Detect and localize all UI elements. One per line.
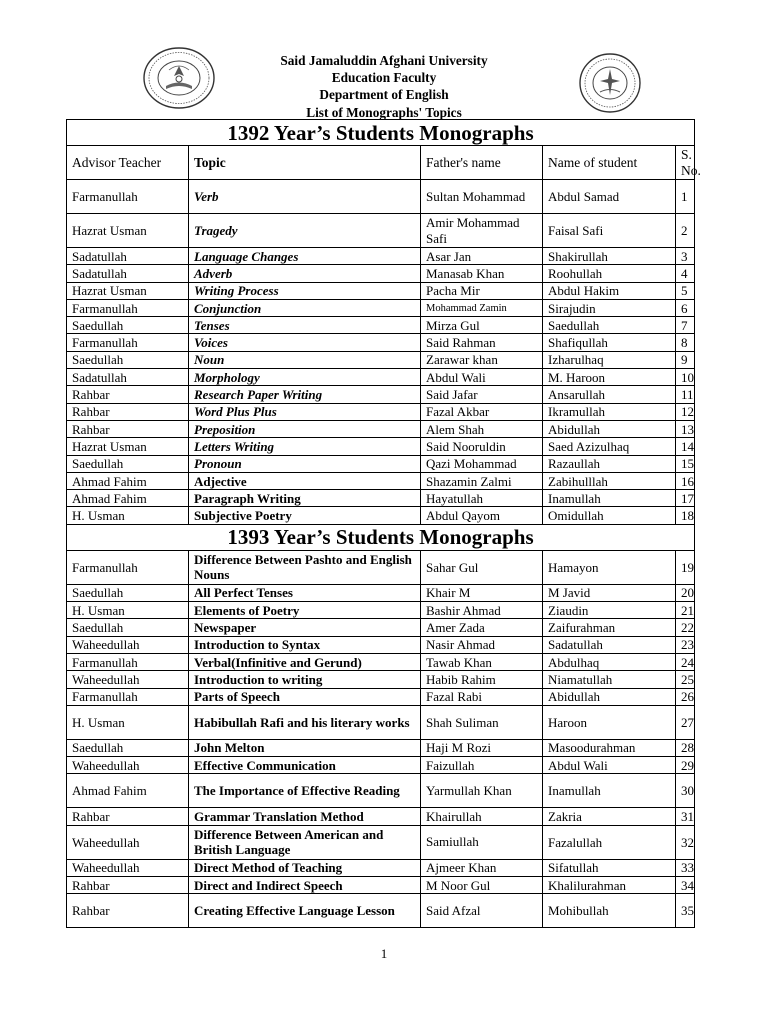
table-row	[67, 877, 695, 894]
advisor-cell: Ahmad Fahim	[67, 774, 189, 808]
father-name-cell: Habib Rahim	[421, 671, 543, 688]
section-title: 1392 Year’s Students Monographs	[67, 120, 695, 146]
father-name-cell: M Noor Gul	[421, 877, 543, 894]
serial-number-cell: 29	[676, 757, 695, 774]
student-name-cell: Ansarullah	[543, 386, 676, 403]
table-row	[67, 214, 695, 248]
student-name-cell: Inamullah	[543, 774, 676, 808]
father-name-cell: Alem Shah	[421, 420, 543, 437]
table-row	[67, 774, 695, 808]
father-name-cell: Nasir Ahmad	[421, 636, 543, 653]
table-row	[67, 472, 695, 489]
student-name-cell: Shafiqullah	[543, 334, 676, 351]
advisor-cell: Waheedullah	[67, 636, 189, 653]
student-name-cell: M. Haroon	[543, 369, 676, 386]
topic-cell: Difference Between American and British Language	[189, 825, 421, 859]
table-row	[67, 894, 695, 928]
father-name-cell: Khair M	[421, 584, 543, 601]
father-name-cell: Shazamin Zalmi	[421, 472, 543, 489]
advisor-cell: Hazrat Usman	[67, 214, 189, 248]
student-name-cell: Faisal Safi	[543, 214, 676, 248]
father-name-cell: Haji M Rozi	[421, 739, 543, 756]
topic-cell: Creating Effective Language Lesson	[189, 894, 421, 928]
topic-header: Topic	[189, 146, 421, 180]
serial-number-cell: 6	[676, 299, 695, 316]
student-name-cell: Masoodurahman	[543, 739, 676, 756]
father-name-cell: Faizullah	[421, 757, 543, 774]
table-row	[67, 757, 695, 774]
topic-cell: Adverb	[189, 265, 421, 282]
serial-number-cell: 31	[676, 808, 695, 825]
father-name-cell: Amer Zada	[421, 619, 543, 636]
student-name-cell: Omidullah	[543, 507, 676, 524]
topic-cell: Parts of Speech	[189, 688, 421, 705]
table-row	[67, 859, 695, 876]
father-name-cell: Said Rahman	[421, 334, 543, 351]
table-row	[67, 739, 695, 756]
table-row	[67, 705, 695, 739]
student-name-cell: Zakria	[543, 808, 676, 825]
father-name-cell: Fazal Rabi	[421, 688, 543, 705]
father-name-cell: Bashir Ahmad	[421, 602, 543, 619]
serial-number-cell: 1	[676, 180, 695, 214]
topic-cell: Language Changes	[189, 248, 421, 265]
advisor-cell: Rahbar	[67, 808, 189, 825]
section-title-row	[67, 524, 695, 550]
father-name-cell: Ajmeer Khan	[421, 859, 543, 876]
advisor-cell: Ahmad Fahim	[67, 490, 189, 507]
topic-cell: John Melton	[189, 739, 421, 756]
father-name-cell: Yarmullah Khan	[421, 774, 543, 808]
advisor-cell: Sadatullah	[67, 248, 189, 265]
fathers-name-header: Father's name	[421, 146, 543, 180]
table-row	[67, 825, 695, 859]
topic-cell: Direct and Indirect Speech	[189, 877, 421, 894]
monographs-table	[66, 119, 701, 928]
table-row	[67, 619, 695, 636]
serial-number-cell: 5	[676, 282, 695, 299]
father-name-cell: Mirza Gul	[421, 317, 543, 334]
father-name-cell: Said Afzal	[421, 894, 543, 928]
table-row	[67, 636, 695, 653]
father-name-cell: Shah Suliman	[421, 705, 543, 739]
father-name-cell: Mohammad Zamin	[421, 299, 543, 316]
advisor-cell: Ahmad Fahim	[67, 472, 189, 489]
table-row	[67, 351, 695, 368]
table-row	[67, 507, 695, 524]
topic-cell: Research Paper Writing	[189, 386, 421, 403]
topic-cell: Adjective	[189, 472, 421, 489]
student-name-cell: Razaullah	[543, 455, 676, 472]
table-row	[67, 671, 695, 688]
advisor-cell: Farmanullah	[67, 334, 189, 351]
table-row	[67, 248, 695, 265]
advisor-cell: Saedullah	[67, 455, 189, 472]
father-name-cell: Sultan Mohammad	[421, 180, 543, 214]
serial-number-cell: 24	[676, 653, 695, 670]
student-name-cell: Abidullah	[543, 688, 676, 705]
serial-number-cell: 22	[676, 619, 695, 636]
topic-cell: Tenses	[189, 317, 421, 334]
father-name-cell: Said Jafar	[421, 386, 543, 403]
student-name-cell: Inamullah	[543, 490, 676, 507]
advisor-cell: Saedullah	[67, 351, 189, 368]
serial-number-cell: 10	[676, 369, 695, 386]
advisor-cell: Waheedullah	[67, 825, 189, 859]
table-row	[67, 602, 695, 619]
serial-number-cell: 20	[676, 584, 695, 601]
topic-cell: Pronoun	[189, 455, 421, 472]
father-name-cell: Said Nooruldin	[421, 438, 543, 455]
advisor-cell: Rahbar	[67, 386, 189, 403]
student-name-cell: Izharulhaq	[543, 351, 676, 368]
student-name-cell: Saedullah	[543, 317, 676, 334]
father-name-cell: Tawab Khan	[421, 653, 543, 670]
student-name-cell: Sadatullah	[543, 636, 676, 653]
advisor-cell: Saedullah	[67, 584, 189, 601]
serial-number-cell: 34	[676, 877, 695, 894]
advisor-cell: Sadatullah	[67, 369, 189, 386]
serial-number-cell: 13	[676, 420, 695, 437]
university-name: Said Jamaluddin Afghani University	[280, 53, 488, 68]
father-name-cell: Zarawar khan	[421, 351, 543, 368]
topic-cell: Effective Communication	[189, 757, 421, 774]
advisor-cell: Waheedullah	[67, 671, 189, 688]
student-name-cell: M Javid	[543, 584, 676, 601]
topic-cell: Noun	[189, 351, 421, 368]
serial-number-cell: 4	[676, 265, 695, 282]
student-name-cell: Hamayon	[543, 550, 676, 584]
advisor-cell: Hazrat Usman	[67, 438, 189, 455]
student-name-cell: Abdulhaq	[543, 653, 676, 670]
serial-number-cell: 33	[676, 859, 695, 876]
advisor-cell: Rahbar	[67, 877, 189, 894]
serial-number-cell: 14	[676, 438, 695, 455]
student-name-cell: Abdul Wali	[543, 757, 676, 774]
serial-number-cell: 7	[676, 317, 695, 334]
topic-cell: All Perfect Tenses	[189, 584, 421, 601]
column-header-row	[67, 146, 695, 180]
list-title: List of Monographs' Topics	[306, 104, 462, 120]
serial-number-cell: 2	[676, 214, 695, 248]
student-name-cell: Sifatullah	[543, 859, 676, 876]
table-row	[67, 808, 695, 825]
table-row	[67, 180, 695, 214]
serial-number-cell: 17	[676, 490, 695, 507]
section-title: 1393 Year’s Students Monographs	[67, 524, 695, 550]
table-row	[67, 550, 695, 584]
topic-cell: Newspaper	[189, 619, 421, 636]
table-row	[67, 334, 695, 351]
table-row	[67, 688, 695, 705]
topic-cell: Subjective Poetry	[189, 507, 421, 524]
serial-number-cell: 11	[676, 386, 695, 403]
topic-cell: Conjunction	[189, 299, 421, 316]
page-number: 1	[380, 946, 388, 961]
topic-cell: Elements of Poetry	[189, 602, 421, 619]
student-name-cell: Shakirullah	[543, 248, 676, 265]
advisor-cell: Saedullah	[67, 317, 189, 334]
topic-cell: Writing Process	[189, 282, 421, 299]
student-name-cell: Ikramullah	[543, 403, 676, 420]
advisor-cell: Farmanullah	[67, 299, 189, 316]
advisor-cell: Farmanullah	[67, 688, 189, 705]
advisor-cell: H. Usman	[67, 602, 189, 619]
table-row	[67, 438, 695, 455]
table-row	[67, 584, 695, 601]
advisor-cell: Hazrat Usman	[67, 282, 189, 299]
advisor-cell: Sadatullah	[67, 265, 189, 282]
serial-number-cell: 28	[676, 739, 695, 756]
topic-cell: Paragraph Writing	[189, 490, 421, 507]
table-row	[67, 317, 695, 334]
table-row	[67, 455, 695, 472]
topic-cell: Habibullah Rafi and his literary works	[189, 705, 421, 739]
father-name-cell: Abdul Wali	[421, 369, 543, 386]
serial-number-cell: 30	[676, 774, 695, 808]
father-name-cell: Amir Mohammad Safi	[421, 214, 543, 248]
student-name-cell: Khalilurahman	[543, 877, 676, 894]
father-name-cell: Asar Jan	[421, 248, 543, 265]
serial-number-cell: 23	[676, 636, 695, 653]
section-title-row	[67, 120, 695, 146]
student-name-cell: Abidullah	[543, 420, 676, 437]
topic-cell: Verbal(Infinitive and Gerund)	[189, 653, 421, 670]
department-name: Department of English	[319, 87, 449, 103]
father-name-cell: Abdul Qayom	[421, 507, 543, 524]
serial-number-header: S. No.	[676, 146, 695, 180]
faculty-name: Education Faculty	[331, 70, 437, 86]
father-name-cell: Pacha Mir	[421, 282, 543, 299]
topic-cell: Direct Method of Teaching	[189, 859, 421, 876]
serial-number-cell: 9	[676, 351, 695, 368]
advisor-cell: Rahbar	[67, 420, 189, 437]
advisor-cell: Waheedullah	[67, 859, 189, 876]
student-name-cell: Abdul Samad	[543, 180, 676, 214]
serial-number-cell: 21	[676, 602, 695, 619]
father-name-cell: Fazal Akbar	[421, 403, 543, 420]
advisor-cell: Saedullah	[67, 739, 189, 756]
serial-number-cell: 15	[676, 455, 695, 472]
topic-cell: Word Plus Plus	[189, 403, 421, 420]
table-row	[67, 420, 695, 437]
table-row	[67, 386, 695, 403]
table-row	[67, 299, 695, 316]
serial-number-cell: 32	[676, 825, 695, 859]
father-name-cell: Sahar Gul	[421, 550, 543, 584]
advisor-cell: H. Usman	[67, 507, 189, 524]
topic-cell: Voices	[189, 334, 421, 351]
serial-number-cell: 26	[676, 688, 695, 705]
student-name-cell: Zaifurahman	[543, 619, 676, 636]
father-name-cell: Samiullah	[421, 825, 543, 859]
advisor-cell: Farmanullah	[67, 550, 189, 584]
advisor-cell: Farmanullah	[67, 653, 189, 670]
table-row	[67, 369, 695, 386]
topic-cell: The Importance of Effective Reading	[189, 774, 421, 808]
topic-cell: Letters Writing	[189, 438, 421, 455]
father-name-cell: Manasab Khan	[421, 265, 543, 282]
student-name-cell: Roohullah	[543, 265, 676, 282]
table-row	[67, 265, 695, 282]
table-row	[67, 653, 695, 670]
monographs-table-body	[67, 120, 701, 928]
father-name-cell: Qazi Mohammad	[421, 455, 543, 472]
serial-number-cell: 3	[676, 248, 695, 265]
advisor-cell: Rahbar	[67, 403, 189, 420]
father-name-cell: Khairullah	[421, 808, 543, 825]
topic-cell: Introduction to Syntax	[189, 636, 421, 653]
father-name-cell: Hayatullah	[421, 490, 543, 507]
table-row	[67, 282, 695, 299]
student-name-cell: Ziaudin	[543, 602, 676, 619]
student-name-cell: Sirajudin	[543, 299, 676, 316]
topic-cell: Verb	[189, 180, 421, 214]
topic-cell: Morphology	[189, 369, 421, 386]
student-name-cell: Niamatullah	[543, 671, 676, 688]
topic-cell: Difference Between Pashto and English Nouns	[189, 550, 421, 584]
student-name-header: Name of student	[543, 146, 676, 180]
advisor-cell: Saedullah	[67, 619, 189, 636]
advisor-cell: Rahbar	[67, 894, 189, 928]
topic-cell: Introduction to writing	[189, 671, 421, 688]
table-row	[67, 403, 695, 420]
serial-number-cell: 8	[676, 334, 695, 351]
advisor-teacher-header: Advisor Teacher	[67, 146, 189, 180]
serial-number-cell: 16	[676, 472, 695, 489]
student-name-cell: Haroon	[543, 705, 676, 739]
student-name-cell: Abdul Hakim	[543, 282, 676, 299]
advisor-cell: Waheedullah	[67, 757, 189, 774]
serial-number-cell: 19	[676, 550, 695, 584]
advisor-cell: Farmanullah	[67, 180, 189, 214]
student-name-cell: Fazalullah	[543, 825, 676, 859]
topic-cell: Preposition	[189, 420, 421, 437]
advisor-cell: H. Usman	[67, 705, 189, 739]
serial-number-cell: 27	[676, 705, 695, 739]
table-row	[67, 490, 695, 507]
serial-number-cell: 18	[676, 507, 695, 524]
student-name-cell: Saed Azizulhaq	[543, 438, 676, 455]
student-name-cell: Zabihulllah	[543, 472, 676, 489]
serial-number-cell: 12	[676, 403, 695, 420]
faculty-seal-right	[578, 52, 642, 114]
serial-number-cell: 35	[676, 894, 695, 928]
student-name-cell: Mohibullah	[543, 894, 676, 928]
serial-number-cell: 25	[676, 671, 695, 688]
topic-cell: Grammar Translation Method	[189, 808, 421, 825]
topic-cell: Tragedy	[189, 214, 421, 248]
document-header	[200, 52, 568, 121]
